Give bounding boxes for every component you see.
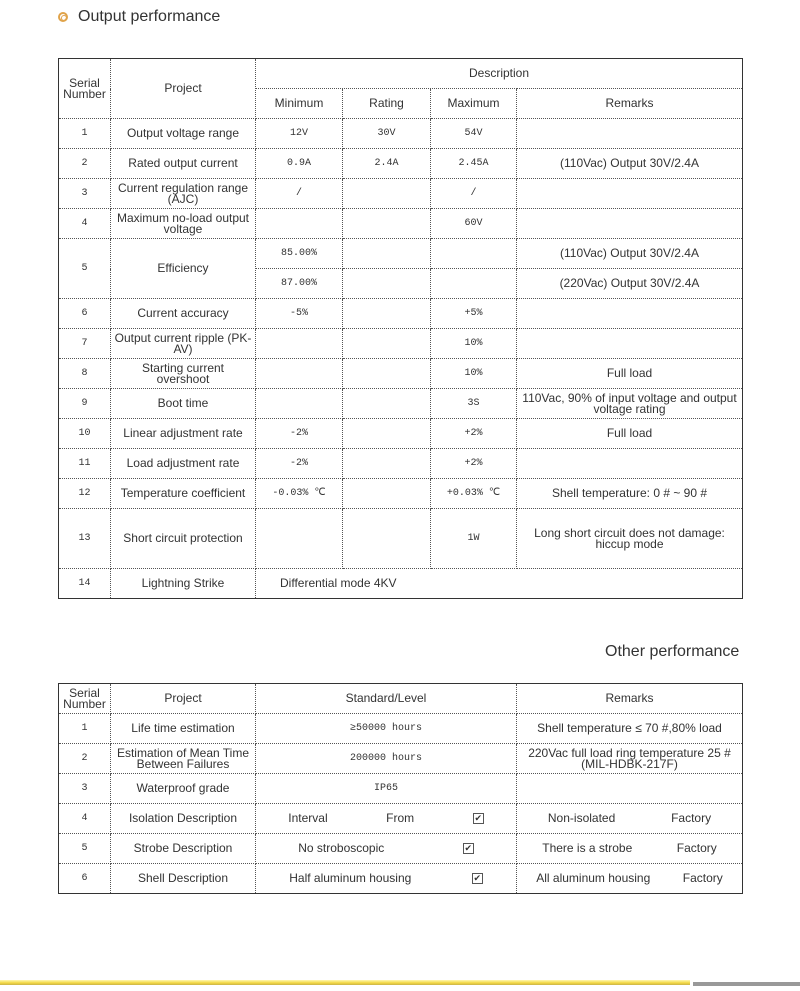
header-maximum: Maximum xyxy=(431,89,517,119)
project-name: Current regulation range (AJC) xyxy=(111,179,256,209)
remarks-value: 110Vac, 90% of input voltage and output voltage rating xyxy=(517,389,743,419)
minimum-value xyxy=(256,329,343,359)
serial-number: 2 xyxy=(59,744,111,774)
project-name: Boot time xyxy=(111,389,256,419)
project-name: Waterproof grade xyxy=(111,774,256,804)
rating-value xyxy=(343,419,431,449)
standard-option: Half aluminum housing xyxy=(289,871,412,885)
rating-value: 30V xyxy=(343,119,431,149)
standard-value: ≥50000 hours xyxy=(256,714,517,744)
rating-value xyxy=(343,359,431,389)
minimum-value: 12V xyxy=(256,119,343,149)
minimum-value xyxy=(256,389,343,419)
table-row xyxy=(59,774,743,804)
rating-value xyxy=(343,299,431,329)
remarks-value: Shell temperature ≤ 70 #,80% load xyxy=(517,714,743,744)
project-name: Estimation of Mean Time Between Failures xyxy=(111,744,256,774)
serial-number: 1 xyxy=(59,119,111,149)
alternative-option: All aluminum housing xyxy=(536,871,651,885)
rating-value: 2.4A xyxy=(343,149,431,179)
remarks-value xyxy=(517,449,743,479)
minimum-value: / xyxy=(256,179,343,209)
maximum-value: 60V xyxy=(431,209,517,239)
project-name: Efficiency xyxy=(111,239,256,299)
minimum-value: 0.9A xyxy=(256,149,343,179)
maximum-value: 2.45A xyxy=(431,149,517,179)
serial-number: 10 xyxy=(59,419,111,449)
project-name: Maximum no-load output voltage xyxy=(111,209,256,239)
remarks-value xyxy=(517,329,743,359)
table-row xyxy=(59,569,743,599)
serial-number: 12 xyxy=(59,479,111,509)
remarks-value: (110Vac) Output 30V/2.4A xyxy=(517,149,743,179)
standard-option: No stroboscopic xyxy=(298,841,385,855)
rating-value xyxy=(343,329,431,359)
title-text: Output performance xyxy=(78,8,221,25)
serial-number: 8 xyxy=(59,359,111,389)
header-remarks: Remarks xyxy=(517,684,743,714)
rating-value xyxy=(343,179,431,209)
remarks-value xyxy=(517,774,743,804)
standard-value xyxy=(256,804,517,834)
checkbox-checked-icon[interactable]: ✔ xyxy=(474,813,482,823)
table-row xyxy=(59,389,743,419)
rating-value xyxy=(343,239,431,269)
table-row xyxy=(59,479,743,509)
alternative-note: Factory xyxy=(682,871,723,885)
alternative-option: Non-isolated xyxy=(547,811,616,825)
table-row xyxy=(59,359,743,389)
serial-number: 3 xyxy=(59,179,111,209)
table-row xyxy=(59,119,743,149)
maximum-value: 3S xyxy=(431,389,517,419)
serial-number: 7 xyxy=(59,329,111,359)
project-name: Isolation Description xyxy=(111,804,256,834)
serial-number: 5 xyxy=(59,834,111,864)
minimum-value xyxy=(256,509,343,569)
remarks-value: Full load xyxy=(517,419,743,449)
remarks-value: (220Vac) Output 30V/2.4A xyxy=(517,269,743,299)
rating-value xyxy=(343,449,431,479)
project-name: Load adjustment rate xyxy=(111,449,256,479)
header-description: Description xyxy=(256,59,743,89)
minimum-value: -0.03% ℃ xyxy=(256,479,343,509)
serial-number: 4 xyxy=(59,804,111,834)
project-name: Output voltage range xyxy=(111,119,256,149)
rating-value xyxy=(343,509,431,569)
maximum-value: 10% xyxy=(431,329,517,359)
remarks-value xyxy=(517,834,743,864)
alternative-option: There is a strobe xyxy=(542,841,633,855)
minimum-value xyxy=(256,209,343,239)
rating-value xyxy=(343,209,431,239)
table-row xyxy=(59,419,743,449)
table-row xyxy=(59,209,743,239)
serial-number: 3 xyxy=(59,774,111,804)
remarks-value xyxy=(517,299,743,329)
project-name: Output current ripple (PK-AV) xyxy=(111,329,256,359)
header-project: Project xyxy=(111,684,256,714)
serial-number: 5 xyxy=(59,239,111,299)
table-row xyxy=(59,449,743,479)
rating-value xyxy=(343,389,431,419)
maximum-value: +2% xyxy=(431,449,517,479)
minimum-value xyxy=(256,359,343,389)
checkbox-checked-icon[interactable]: ✔ xyxy=(473,873,482,883)
remarks-value xyxy=(517,119,743,149)
table-row xyxy=(59,864,743,894)
alternative-note: Factory xyxy=(671,811,712,825)
project-name: Current accuracy xyxy=(111,299,256,329)
serial-number: 9 xyxy=(59,389,111,419)
remarks-value: 220Vac full load ring temperature 25 #(MIL-HDBK-217F) xyxy=(517,744,743,774)
header-project: Project xyxy=(111,59,256,119)
table-row xyxy=(59,149,743,179)
section-title-output xyxy=(58,8,220,26)
section-title-other: Other performance xyxy=(605,643,740,660)
serial-number: 6 xyxy=(59,299,111,329)
serial-number: 6 xyxy=(59,864,111,894)
minimum-value: -5% xyxy=(256,299,343,329)
remarks-value: (110Vac) Output 30V/2.4A xyxy=(517,239,743,269)
maximum-value: 1W xyxy=(431,509,517,569)
standard-value xyxy=(256,834,517,864)
minimum-value: -2% xyxy=(256,419,343,449)
remarks-value: Full load xyxy=(517,359,743,389)
footer-divider xyxy=(0,980,690,985)
maximum-value: +0.03% ℃ xyxy=(431,479,517,509)
table-row xyxy=(59,299,743,329)
remarks-value xyxy=(517,179,743,209)
remarks-value xyxy=(517,804,743,834)
remarks-value xyxy=(517,209,743,239)
project-name: Linear adjustment rate xyxy=(111,419,256,449)
serial-number: 11 xyxy=(59,449,111,479)
serial-number: 2 xyxy=(59,149,111,179)
header-minimum: Minimum xyxy=(256,89,343,119)
remarks-value: Long short circuit does not damage: hiccup mode xyxy=(517,509,743,569)
header-serial: Serial Number xyxy=(59,59,111,119)
maximum-value: +2% xyxy=(431,419,517,449)
standard-value: IP65 xyxy=(256,774,517,804)
footer-divider-gray xyxy=(693,982,800,986)
standard-option: Interval xyxy=(288,811,328,825)
table-row xyxy=(59,239,743,269)
minimum-value: 87.00% xyxy=(256,269,343,299)
description-value: Differential mode 4KV xyxy=(256,569,743,599)
maximum-value: 54V xyxy=(431,119,517,149)
table-row xyxy=(59,329,743,359)
table-row xyxy=(59,179,743,209)
remarks-value xyxy=(517,864,743,894)
maximum-value xyxy=(431,239,517,269)
maximum-value: / xyxy=(431,179,517,209)
checkbox-checked-icon[interactable]: ✔ xyxy=(464,843,473,853)
project-name: Shell Description xyxy=(111,864,256,894)
standard-value: 200000 hours xyxy=(256,744,517,774)
project-name: Rated output current xyxy=(111,149,256,179)
rating-value xyxy=(343,269,431,299)
minimum-value: -2% xyxy=(256,449,343,479)
header-remarks: Remarks xyxy=(517,89,743,119)
project-name: Strobe Description xyxy=(111,834,256,864)
serial-number: 4 xyxy=(59,209,111,239)
maximum-value: 10% xyxy=(431,359,517,389)
standard-option: From xyxy=(386,811,415,825)
serial-number: 13 xyxy=(59,509,111,569)
header-serial: Serial Number xyxy=(59,684,111,714)
project-name: Short circuit protection xyxy=(111,509,256,569)
table-row xyxy=(59,509,743,569)
other-performance-table xyxy=(58,683,743,894)
rating-value xyxy=(343,479,431,509)
output-performance-table xyxy=(58,58,743,599)
bullet-ring-icon xyxy=(58,12,68,22)
table-row xyxy=(59,804,743,834)
project-name: Lightning Strike xyxy=(111,569,256,599)
project-name: Temperature coefficient xyxy=(111,479,256,509)
header-rating: Rating xyxy=(343,89,431,119)
table-row xyxy=(59,834,743,864)
project-name: Life time estimation xyxy=(111,714,256,744)
alternative-note: Factory xyxy=(676,841,717,855)
minimum-value: 85.00% xyxy=(256,239,343,269)
remarks-value: Shell temperature: 0 # ~ 90 # xyxy=(517,479,743,509)
standard-value xyxy=(256,864,517,894)
table-row xyxy=(59,744,743,774)
header-standard: Standard/Level xyxy=(256,684,517,714)
maximum-value xyxy=(431,269,517,299)
project-name: Starting current overshoot xyxy=(111,359,256,389)
serial-number: 14 xyxy=(59,569,111,599)
maximum-value: +5% xyxy=(431,299,517,329)
table-row xyxy=(59,714,743,744)
serial-number: 1 xyxy=(59,714,111,744)
